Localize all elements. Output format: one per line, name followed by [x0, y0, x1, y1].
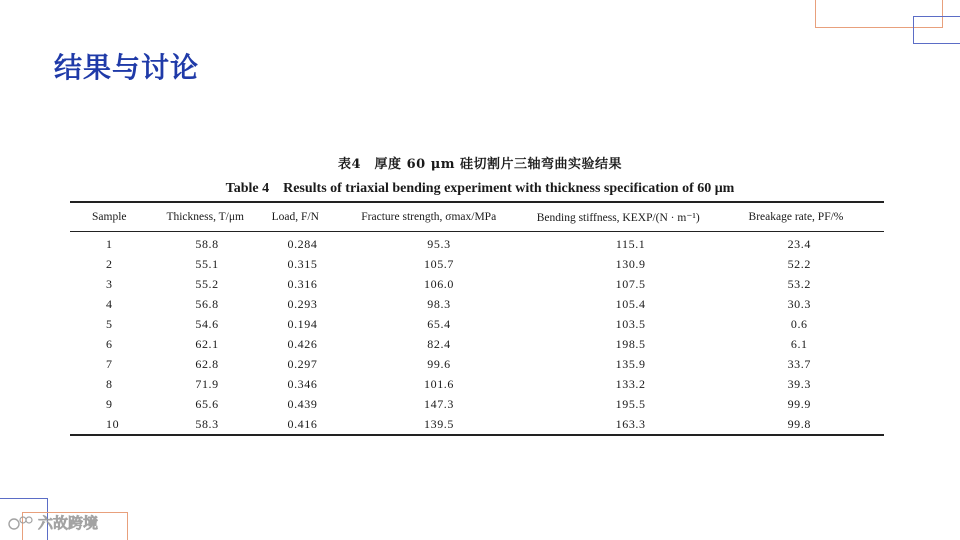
table-row: [70, 294, 884, 314]
cell-bending-stiffness: 103.5: [615, 316, 646, 331]
cell-fracture-strength: 98.3: [427, 296, 451, 311]
cell-sample: 5: [106, 316, 113, 331]
cell-thickness: 56.8: [195, 296, 219, 311]
cell-load: 0.315: [287, 256, 318, 271]
cell-sample: 3: [106, 276, 113, 291]
cell-breakage-rate: 52.2: [787, 256, 811, 271]
slide-title: 结果与讨论: [54, 51, 200, 84]
cell-sample: 8: [106, 376, 113, 391]
header-bending-stiffness: Bending stiffness, KEXP/(N · m⁻¹): [536, 212, 700, 224]
cell-thickness: 71.9: [195, 376, 219, 391]
table-row: [70, 414, 884, 435]
header-load: Load, F/N: [271, 211, 319, 223]
cell-breakage-rate: 6.1: [790, 336, 808, 351]
cell-thickness: 65.6: [195, 396, 219, 411]
cell-thickness: 55.2: [195, 276, 219, 291]
cell-bending-stiffness: 195.5: [615, 396, 646, 411]
table-row: [70, 254, 884, 274]
cell-breakage-rate: 53.2: [787, 276, 811, 291]
logo-icon: [8, 515, 34, 531]
cell-bending-stiffness: 105.4: [615, 296, 646, 311]
cell-load: 0.194: [287, 316, 318, 331]
cell-bending-stiffness: 135.9: [615, 356, 646, 371]
cell-thickness: 58.3: [195, 416, 219, 431]
watermark-text: 六故跨境: [38, 514, 99, 532]
cell-breakage-rate: 39.3: [787, 376, 811, 391]
table-row: [70, 354, 884, 374]
cell-load: 0.316: [287, 276, 318, 291]
cell-bending-stiffness: 133.2: [615, 376, 646, 391]
header-fracture-strength: Fracture strength, σmax/MPa: [361, 211, 497, 223]
table-row: [70, 374, 884, 394]
table-header-row: [70, 202, 884, 232]
cell-fracture-strength: 139.5: [424, 416, 454, 431]
cell-thickness: 58.8: [195, 236, 219, 251]
table-caption-chinese: 表4 厚度 60 μm 硅切割片三轴弯曲实验结果: [338, 157, 622, 172]
cell-thickness: 62.1: [195, 336, 219, 351]
cell-load: 0.426: [287, 336, 318, 351]
cell-breakage-rate: 33.7: [787, 356, 811, 371]
cell-fracture-strength: 65.4: [427, 316, 451, 331]
cell-breakage-rate: 30.3: [787, 296, 811, 311]
cell-sample: 6: [106, 336, 113, 351]
cell-load: 0.439: [287, 396, 318, 411]
cell-bending-stiffness: 115.1: [615, 236, 646, 251]
cell-sample: 10: [106, 416, 120, 431]
cell-breakage-rate: 0.6: [790, 316, 808, 331]
results-table: [70, 201, 884, 436]
cell-sample: 2: [106, 256, 113, 271]
cell-breakage-rate: 99.9: [787, 396, 811, 411]
cell-fracture-strength: 82.4: [427, 336, 451, 351]
cell-load: 0.416: [287, 416, 318, 431]
cell-bending-stiffness: 163.3: [615, 416, 646, 431]
cell-sample: 1: [106, 236, 113, 251]
cell-bending-stiffness: 107.5: [615, 276, 646, 291]
cell-fracture-strength: 147.3: [424, 396, 454, 411]
header-sample: Sample: [92, 211, 127, 223]
cell-sample: 9: [106, 396, 113, 411]
table-caption-english: Table 4 Results of triaxial bending experiment with thickness specification of 60 μm: [225, 181, 735, 196]
cell-bending-stiffness: 130.9: [615, 256, 646, 271]
cell-fracture-strength: 101.6: [424, 376, 454, 391]
table-row: [70, 314, 884, 334]
cell-breakage-rate: 23.4: [787, 236, 811, 251]
cell-sample: 7: [106, 356, 113, 371]
header-breakage-rate: Breakage rate, PF/%: [748, 211, 844, 223]
cell-thickness: 62.8: [195, 356, 219, 371]
cell-thickness: 54.6: [195, 316, 219, 331]
cell-load: 0.346: [287, 376, 318, 391]
watermark: [8, 512, 98, 533]
cell-fracture-strength: 95.3: [427, 236, 451, 251]
table-row: [70, 394, 884, 414]
table-row: [70, 274, 884, 294]
cell-breakage-rate: 99.8: [787, 416, 811, 431]
cell-load: 0.293: [287, 296, 318, 311]
cell-thickness: 55.1: [195, 256, 219, 271]
decorative-frame-blue-top: [913, 16, 960, 44]
table-body: [70, 232, 884, 436]
cell-fracture-strength: 106.0: [424, 276, 454, 291]
header-thickness: Thickness, T/μm: [166, 211, 244, 223]
cell-load: 0.284: [287, 236, 318, 251]
cell-sample: 4: [106, 296, 113, 311]
table-row: [70, 334, 884, 354]
cell-fracture-strength: 99.6: [427, 356, 451, 371]
cell-fracture-strength: 105.7: [424, 256, 454, 271]
table-row: [70, 232, 884, 255]
cell-load: 0.297: [287, 356, 318, 371]
cell-bending-stiffness: 198.5: [615, 336, 646, 351]
